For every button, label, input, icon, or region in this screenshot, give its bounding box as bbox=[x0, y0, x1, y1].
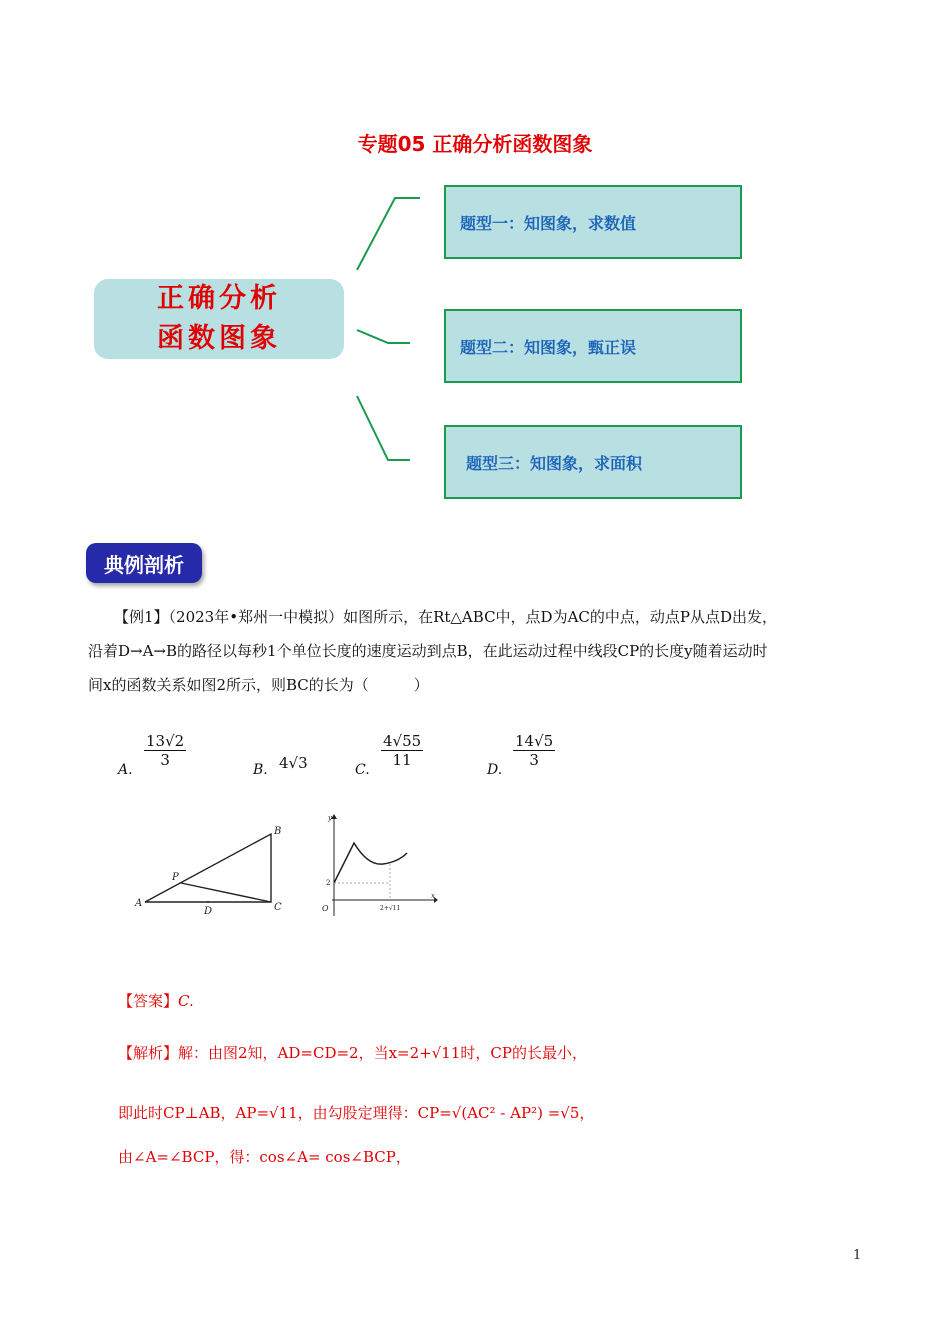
mindmap-center-node bbox=[94, 279, 344, 359]
answer-label: 【答案】 bbox=[118, 992, 179, 1010]
example-problem bbox=[88, 600, 878, 702]
figure-graph bbox=[310, 812, 440, 920]
option-a-num: 13√2 bbox=[146, 732, 185, 750]
answer bbox=[118, 990, 194, 1011]
type-box-3 bbox=[444, 425, 742, 499]
type-box-2 bbox=[444, 309, 742, 383]
connector-type3 bbox=[357, 396, 410, 460]
example-line-2: 沿着D→A→B的路径以每秒1个单位长度的速度运动到点B，在此运动过程中线段CP的长度y随着运动时 bbox=[88, 642, 768, 660]
center-line-2: 函数图象 bbox=[157, 323, 281, 354]
example-line-3: 间x的函数关系如图2所示，则BC的长为（ ） bbox=[88, 676, 429, 694]
connector-type2 bbox=[357, 330, 410, 343]
type-box-2-label: 题型二：知图象，甄正误 bbox=[460, 337, 637, 357]
option-d-den: 3 bbox=[529, 751, 539, 769]
label-a: A bbox=[135, 898, 143, 909]
label-c: C bbox=[274, 902, 282, 913]
axis-label-x: x bbox=[431, 892, 435, 900]
example-label: 【例1】 bbox=[114, 608, 169, 626]
page-title: 专题05 正确分析函数图象 bbox=[357, 132, 593, 156]
segment-cp bbox=[181, 883, 271, 902]
axis-label-y: y bbox=[328, 814, 332, 822]
analysis-line-1 bbox=[118, 1042, 587, 1063]
graph-curve bbox=[334, 843, 407, 883]
option-a-value bbox=[144, 732, 186, 769]
connector-type1 bbox=[357, 198, 420, 270]
option-a-den: 3 bbox=[160, 751, 170, 769]
option-d-num: 14√5 bbox=[515, 732, 554, 750]
label-d: D bbox=[204, 906, 213, 917]
example-line-1 bbox=[88, 600, 878, 634]
option-b-value: 4√3 bbox=[279, 754, 308, 772]
option-c-letter: C. bbox=[355, 762, 370, 778]
point-d bbox=[207, 901, 209, 903]
origin-label: O bbox=[322, 904, 329, 913]
center-line-1: 正确分析 bbox=[157, 283, 281, 314]
option-d-value bbox=[513, 732, 555, 769]
option-b-letter: B. bbox=[253, 762, 268, 778]
answer-value: C. bbox=[178, 992, 194, 1010]
analysis-text-1: 解：由图2知，AD=CD=2，当x=2+√11时，CP的长最小， bbox=[178, 1044, 587, 1062]
analysis-line-3: 由∠A=∠BCP，得：cos∠A= cos∠BCP， bbox=[118, 1148, 411, 1166]
option-c-num: 4√55 bbox=[383, 732, 422, 750]
label-b: B bbox=[274, 826, 282, 837]
page-number: 1 bbox=[853, 1248, 862, 1263]
option-a-letter: A. bbox=[118, 762, 133, 778]
option-c-value bbox=[381, 732, 423, 769]
example-text-1: 如图所示，在Rt△ABC中，点D为AC的中点，动点P从点D出发， bbox=[343, 608, 778, 626]
triangle-abc bbox=[145, 834, 271, 902]
section-banner: 典例剖析 bbox=[86, 543, 202, 583]
type-box-1-label: 题型一：知图象，求数值 bbox=[460, 213, 637, 233]
label-p: P bbox=[172, 872, 179, 883]
type-box-3-label: 题型三：知图象，求面积 bbox=[466, 453, 643, 473]
analysis-line-2: 即此时CP⊥AB，AP=√11，由勾股定理得：CP=√(AC² - AP²) =√5， bbox=[118, 1104, 595, 1122]
tick-label-y: 2 bbox=[326, 879, 331, 887]
tick-label-x: 2+√11 bbox=[380, 905, 401, 912]
option-c-den: 11 bbox=[392, 751, 412, 769]
example-source: （2023年•郑州一中模拟） bbox=[168, 608, 344, 626]
figure-triangle bbox=[130, 820, 290, 920]
option-d-letter: D. bbox=[487, 762, 503, 778]
analysis-label: 【解析】 bbox=[118, 1044, 179, 1062]
type-box-1 bbox=[444, 185, 742, 259]
